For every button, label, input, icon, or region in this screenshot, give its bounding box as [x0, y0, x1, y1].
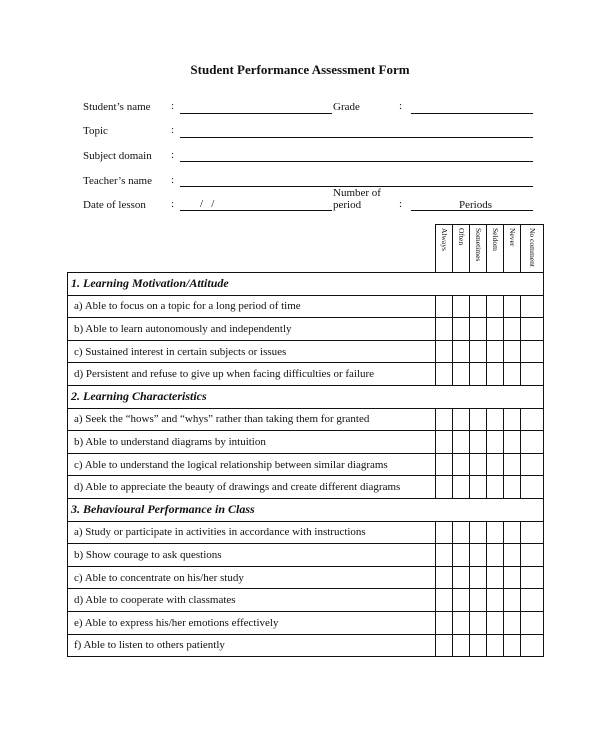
- rating-cell[interactable]: [436, 611, 453, 634]
- rating-cell[interactable]: [453, 521, 470, 544]
- topic-label: Topic: [83, 125, 108, 137]
- rating-cell[interactable]: [436, 340, 453, 363]
- rating-cell[interactable]: [453, 544, 470, 567]
- table-row: [68, 544, 544, 567]
- teacher-name-label: Teacher’s name: [83, 175, 152, 187]
- rating-cell[interactable]: [436, 634, 453, 657]
- criterion-text: f) Able to listen to others patiently: [68, 634, 436, 657]
- rating-cell[interactable]: [453, 611, 470, 634]
- rating-cell[interactable]: [521, 544, 544, 567]
- rating-cell[interactable]: [504, 340, 521, 363]
- rating-cell[interactable]: [521, 589, 544, 612]
- criterion-text: c) Able to understand the logical relationship between similar diagrams: [68, 453, 436, 476]
- criterion-text: d) Able to appreciate the beauty of drawings and create different diagrams: [68, 476, 436, 499]
- criterion-text: b) Able to understand diagrams by intuition: [68, 431, 436, 454]
- rating-cell[interactable]: [436, 566, 453, 589]
- rating-cell[interactable]: [453, 476, 470, 499]
- rating-cell[interactable]: [470, 566, 487, 589]
- table-row: [68, 340, 544, 363]
- assessment-table: [67, 224, 544, 657]
- table-row: [68, 408, 544, 431]
- rating-cell[interactable]: [453, 295, 470, 318]
- date-of-lesson-field[interactable]: [180, 210, 332, 211]
- criterion-text: e) Able to express his/her emotions effectively: [68, 611, 436, 634]
- rating-cell[interactable]: [470, 611, 487, 634]
- criterion-text: d) Persistent and refuse to give up when facing difficulties or failure: [68, 363, 436, 386]
- rating-cell[interactable]: [487, 476, 504, 499]
- rating-cell[interactable]: [436, 521, 453, 544]
- rating-cell[interactable]: [521, 453, 544, 476]
- rating-cell[interactable]: [453, 340, 470, 363]
- subject-domain-label: Subject domain: [83, 150, 152, 162]
- colon: :: [171, 100, 175, 112]
- date-separator: / /: [200, 198, 215, 210]
- table-row: [68, 363, 544, 386]
- rating-cell[interactable]: [436, 408, 453, 431]
- colon: :: [171, 124, 175, 136]
- student-name-label: Student’s name: [83, 101, 151, 113]
- rating-cell[interactable]: [470, 521, 487, 544]
- section-title: 1. Learning Motivation/Attitude: [68, 273, 544, 296]
- rating-cell[interactable]: [504, 318, 521, 341]
- rating-cell[interactable]: [470, 340, 487, 363]
- table-row: [68, 589, 544, 612]
- rating-cell[interactable]: [436, 544, 453, 567]
- rating-cell[interactable]: [504, 566, 521, 589]
- table-row: [68, 453, 544, 476]
- table-row: [68, 611, 544, 634]
- rating-cell[interactable]: [436, 431, 453, 454]
- rating-cell[interactable]: [453, 589, 470, 612]
- criterion-text: a) Seek the “hows” and “whys” rather than taking them for granted: [68, 408, 436, 431]
- header-blank: [68, 225, 436, 273]
- rating-cell[interactable]: [470, 318, 487, 341]
- section-row: [68, 273, 544, 296]
- rating-cell[interactable]: [436, 318, 453, 341]
- number-of-period-label-2: period: [333, 199, 362, 211]
- rating-cell[interactable]: [504, 634, 521, 657]
- rating-cell[interactable]: [453, 634, 470, 657]
- criterion-text: b) Able to learn autonomously and independently: [68, 318, 436, 341]
- rating-cell[interactable]: [487, 431, 504, 454]
- rating-cell[interactable]: [453, 566, 470, 589]
- rating-cell[interactable]: [487, 521, 504, 544]
- rating-cell[interactable]: [436, 453, 453, 476]
- rating-cell[interactable]: [470, 544, 487, 567]
- rating-cell[interactable]: [504, 544, 521, 567]
- rating-cell[interactable]: [436, 363, 453, 386]
- rating-cell[interactable]: [487, 544, 504, 567]
- rating-cell[interactable]: [504, 363, 521, 386]
- column-header-no-comment: No comment: [521, 225, 544, 273]
- rating-cell[interactable]: [470, 363, 487, 386]
- rating-cell[interactable]: [521, 611, 544, 634]
- rating-cell[interactable]: [453, 431, 470, 454]
- rating-cell[interactable]: [470, 453, 487, 476]
- rating-cell[interactable]: [487, 318, 504, 341]
- column-header-always: Always: [436, 225, 453, 273]
- colon: :: [171, 149, 175, 161]
- rating-cell[interactable]: [470, 476, 487, 499]
- criterion-text: a) Study or participate in activities in accordance with instructions: [68, 521, 436, 544]
- rating-cell[interactable]: [487, 611, 504, 634]
- criterion-text: a) Able to focus on a topic for a long period of time: [68, 295, 436, 318]
- rating-cell[interactable]: [504, 408, 521, 431]
- rating-cell[interactable]: [487, 340, 504, 363]
- table-row: [68, 476, 544, 499]
- rating-cell[interactable]: [521, 408, 544, 431]
- column-header-sometimes: Sometimes: [470, 225, 487, 273]
- rating-cell[interactable]: [487, 363, 504, 386]
- rating-cell[interactable]: [436, 295, 453, 318]
- section-title: 3. Behavioural Performance in Class: [68, 498, 544, 521]
- table-row: [68, 295, 544, 318]
- rating-cell[interactable]: [487, 453, 504, 476]
- rating-cell[interactable]: [521, 431, 544, 454]
- rating-cell[interactable]: [487, 295, 504, 318]
- section-row: [68, 385, 544, 408]
- grade-field[interactable]: [411, 113, 533, 114]
- subject-domain-field[interactable]: [180, 161, 533, 162]
- table-header-row: [68, 225, 544, 273]
- rating-cell[interactable]: [504, 453, 521, 476]
- rating-cell[interactable]: [521, 340, 544, 363]
- rating-cell[interactable]: [470, 295, 487, 318]
- periods-label: Periods: [459, 199, 492, 211]
- rating-cell[interactable]: [504, 521, 521, 544]
- criterion-text: c) Sustained interest in certain subjects or issues: [68, 340, 436, 363]
- column-header-seldom: Seldom: [487, 225, 504, 273]
- table-row: [68, 431, 544, 454]
- rating-cell[interactable]: [504, 295, 521, 318]
- rating-cell[interactable]: [453, 453, 470, 476]
- rating-cell[interactable]: [487, 566, 504, 589]
- rating-cell[interactable]: [487, 408, 504, 431]
- rating-cell[interactable]: [470, 431, 487, 454]
- rating-cell[interactable]: [453, 318, 470, 341]
- table-row: [68, 634, 544, 657]
- rating-cell[interactable]: [521, 295, 544, 318]
- colon: :: [399, 100, 403, 112]
- rating-cell[interactable]: [504, 431, 521, 454]
- rating-cell[interactable]: [470, 408, 487, 431]
- rating-cell[interactable]: [504, 476, 521, 499]
- form-title: Student Performance Assessment Form: [190, 62, 410, 77]
- section-row: [68, 498, 544, 521]
- rating-cell[interactable]: [521, 363, 544, 386]
- table-row: [68, 521, 544, 544]
- colon: :: [171, 198, 175, 210]
- rating-cell[interactable]: [504, 611, 521, 634]
- table-row: [68, 318, 544, 341]
- rating-cell[interactable]: [453, 408, 470, 431]
- student-name-field[interactable]: [180, 113, 332, 114]
- rating-cell[interactable]: [521, 476, 544, 499]
- rating-cell[interactable]: [470, 589, 487, 612]
- rating-cell[interactable]: [436, 476, 453, 499]
- rating-cell[interactable]: [436, 589, 453, 612]
- rating-cell[interactable]: [521, 634, 544, 657]
- criterion-text: b) Show courage to ask questions: [68, 544, 436, 567]
- rating-cell[interactable]: [504, 589, 521, 612]
- rating-cell[interactable]: [453, 363, 470, 386]
- criterion-text: c) Able to concentrate on his/her study: [68, 566, 436, 589]
- rating-cell[interactable]: [487, 589, 504, 612]
- column-header-never: Never: [504, 225, 521, 273]
- topic-field[interactable]: [180, 137, 533, 138]
- grade-label: Grade: [333, 101, 360, 113]
- date-of-lesson-label: Date of lesson: [83, 199, 146, 211]
- table-row: [68, 566, 544, 589]
- colon: :: [171, 174, 175, 186]
- rating-cell[interactable]: [470, 634, 487, 657]
- criterion-text: d) Able to cooperate with classmates: [68, 589, 436, 612]
- section-title: 2. Learning Characteristics: [68, 385, 544, 408]
- rating-cell[interactable]: [487, 634, 504, 657]
- rating-cell[interactable]: [521, 521, 544, 544]
- rating-cell[interactable]: [521, 318, 544, 341]
- number-of-period-label: Number of: [333, 187, 381, 199]
- column-header-often: Often: [453, 225, 470, 273]
- rating-cell[interactable]: [521, 566, 544, 589]
- colon: :: [399, 198, 403, 210]
